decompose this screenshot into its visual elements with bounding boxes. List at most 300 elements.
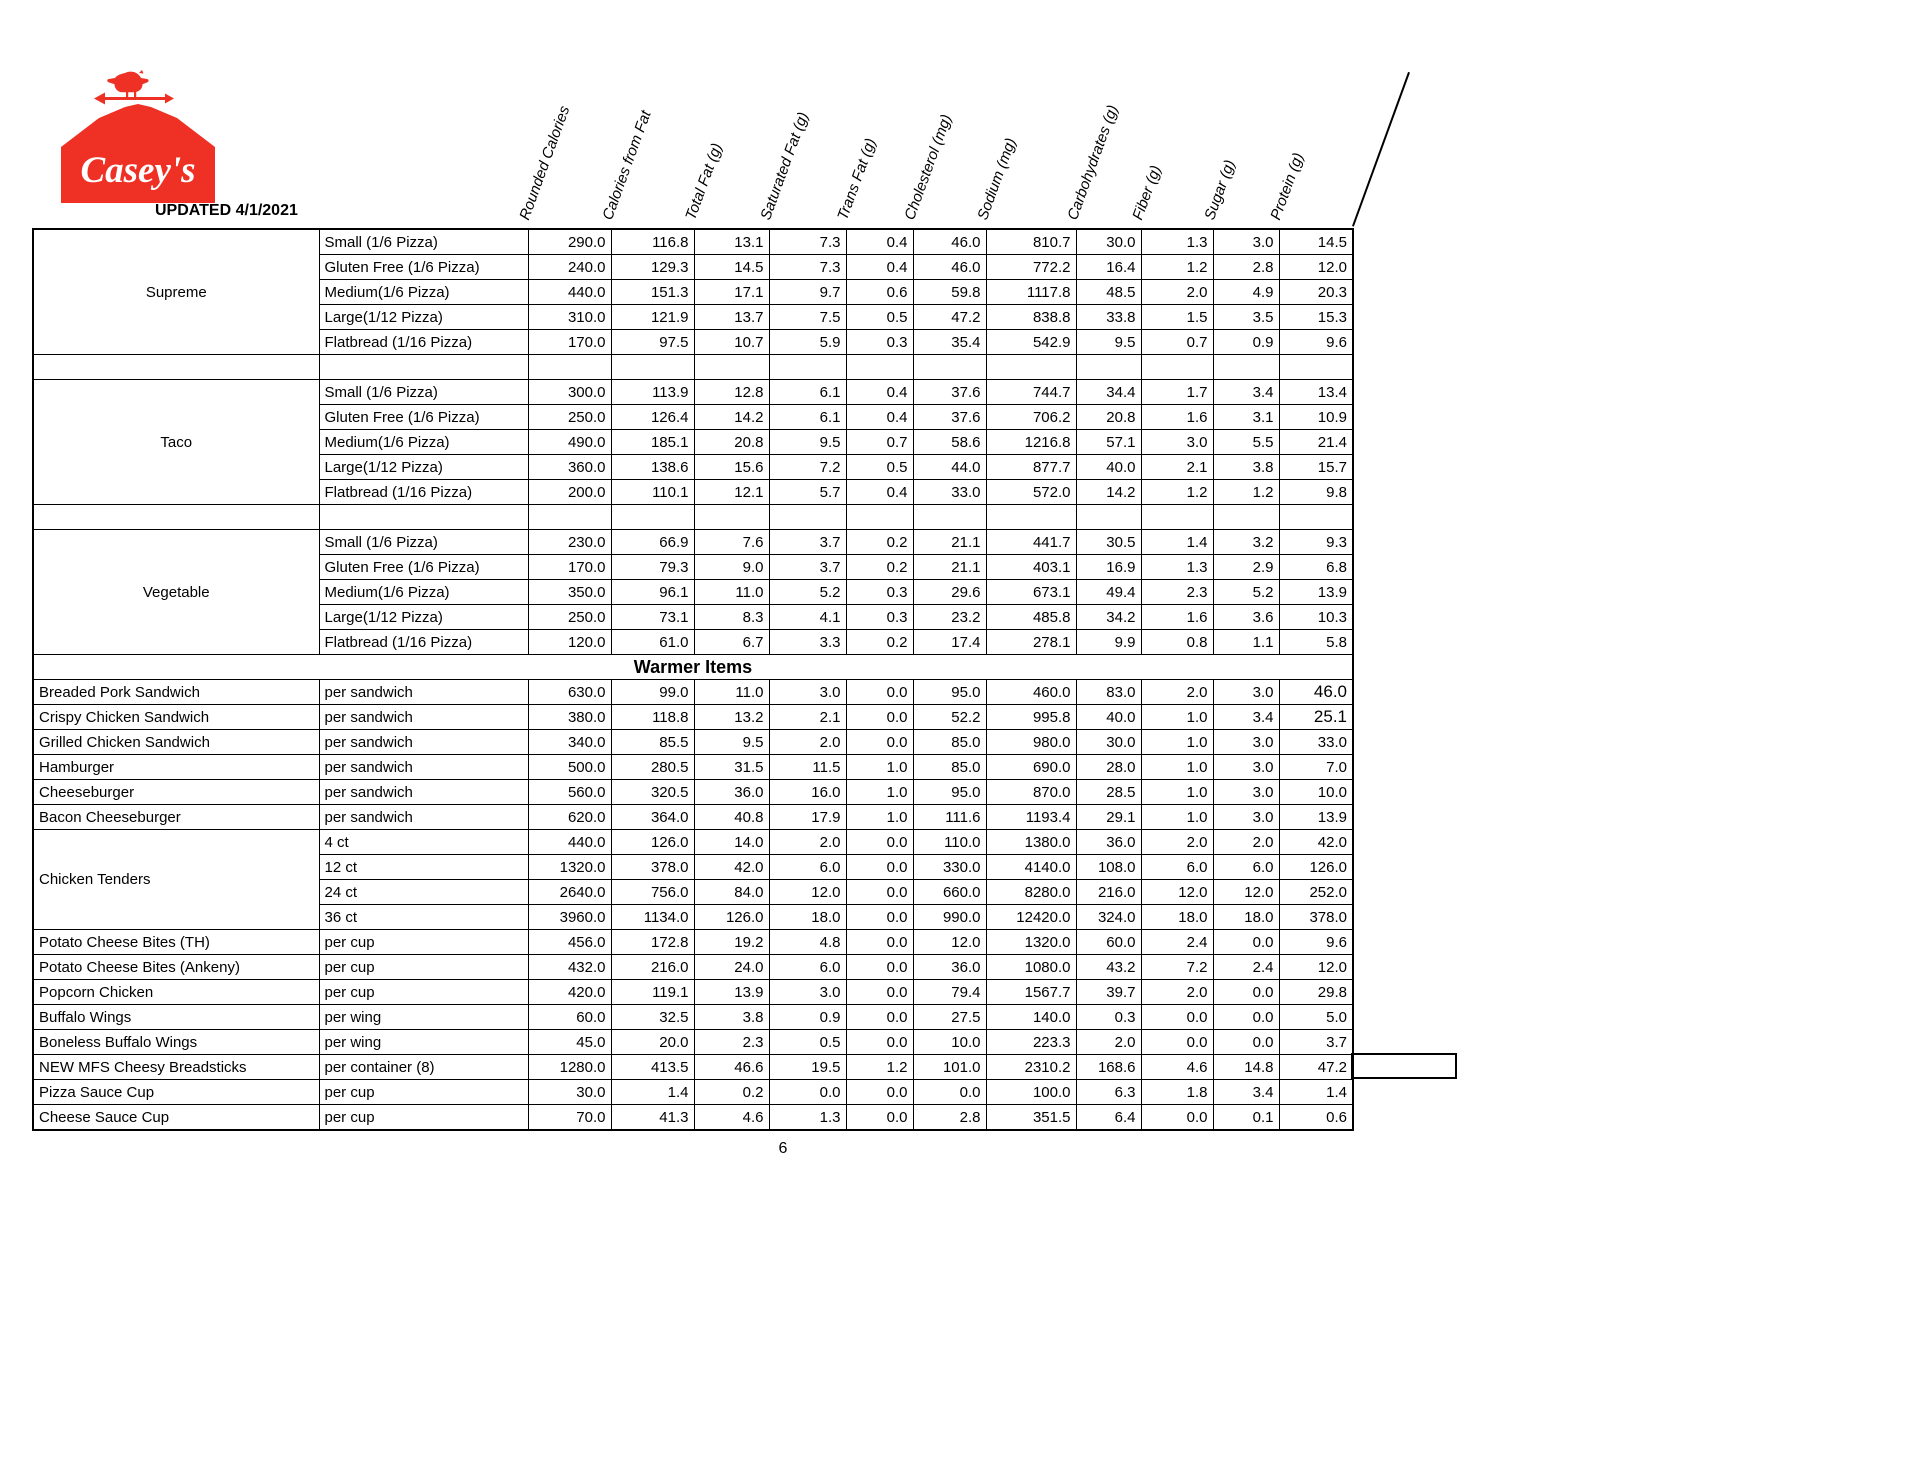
value-cell: 877.7 (986, 455, 1076, 480)
value-cell: 0.0 (1141, 1105, 1213, 1131)
value-cell: 5.7 (769, 480, 846, 505)
value-cell: 485.8 (986, 605, 1076, 630)
value-cell: 3.4 (1213, 1080, 1279, 1105)
value-cell: 690.0 (986, 755, 1076, 780)
value-cell: 15.6 (694, 455, 769, 480)
value-cell: 110.1 (611, 480, 694, 505)
value-cell: 5.9 (769, 330, 846, 355)
empty-cell (611, 355, 694, 380)
value-cell: 360.0 (528, 455, 611, 480)
value-cell: 0.0 (1213, 980, 1279, 1005)
value-cell: 8.3 (694, 605, 769, 630)
value-cell: 61.0 (611, 630, 694, 655)
value-cell: 40.8 (694, 805, 769, 830)
value-cell: 1193.4 (986, 805, 1076, 830)
value-cell: 170.0 (528, 555, 611, 580)
value-cell: 1.6 (1141, 605, 1213, 630)
size-cell: Large(1/12 Pizza) (319, 455, 528, 480)
value-cell: 9.6 (1279, 930, 1353, 955)
value-cell: 420.0 (528, 980, 611, 1005)
value-cell: 12.8 (694, 380, 769, 405)
value-cell: 44.0 (913, 455, 986, 480)
value-cell: 1134.0 (611, 905, 694, 930)
value-cell: 119.1 (611, 980, 694, 1005)
value-cell: 250.0 (528, 405, 611, 430)
value-cell: 660.0 (913, 880, 986, 905)
value-cell: 810.7 (986, 229, 1076, 255)
value-cell: 13.9 (1279, 805, 1353, 830)
value-cell: 440.0 (528, 830, 611, 855)
value-cell: 2.3 (1141, 580, 1213, 605)
value-cell: 0.0 (913, 1080, 986, 1105)
item-name-cell: Potato Cheese Bites (Ankeny) (33, 955, 319, 980)
value-cell: 10.0 (1279, 780, 1353, 805)
empty-cell (33, 505, 319, 530)
value-cell: 28.0 (1076, 755, 1141, 780)
value-cell: 3.0 (1213, 780, 1279, 805)
size-cell: Gluten Free (1/6 Pizza) (319, 555, 528, 580)
value-cell: 3.5 (1213, 305, 1279, 330)
spacer-row (33, 355, 1353, 380)
value-cell: 27.5 (913, 1005, 986, 1030)
value-cell: 129.3 (611, 255, 694, 280)
value-cell: 1.1 (1213, 630, 1279, 655)
value-cell: 52.2 (913, 705, 986, 730)
value-cell: 310.0 (528, 305, 611, 330)
value-cell: 0.2 (694, 1080, 769, 1105)
size-cell: 4 ct (319, 830, 528, 855)
value-cell: 0.3 (1076, 1005, 1141, 1030)
value-cell: 0.7 (846, 430, 913, 455)
value-cell: 0.9 (769, 1005, 846, 1030)
value-cell: 441.7 (986, 530, 1076, 555)
value-cell: 36.0 (913, 955, 986, 980)
value-cell: 1.7 (1141, 380, 1213, 405)
category-cell: Chicken Tenders (33, 830, 319, 930)
value-cell: 330.0 (913, 855, 986, 880)
item-name-cell: Bacon Cheeseburger (33, 805, 319, 830)
value-cell: 0.0 (846, 1105, 913, 1131)
value-cell: 14.5 (1279, 229, 1353, 255)
size-cell: per cup (319, 1105, 528, 1131)
value-cell: 350.0 (528, 580, 611, 605)
category-cell: Taco (33, 380, 319, 505)
value-cell: 3.8 (1213, 455, 1279, 480)
value-cell: 18.0 (1213, 905, 1279, 930)
value-cell: 12.0 (1279, 955, 1353, 980)
value-cell: 6.3 (1076, 1080, 1141, 1105)
value-cell: 2.0 (769, 730, 846, 755)
value-cell: 4.8 (769, 930, 846, 955)
value-cell: 34.4 (1076, 380, 1141, 405)
value-cell: 9.9 (1076, 630, 1141, 655)
section-header-row (33, 655, 1353, 680)
value-cell: 2.4 (1213, 955, 1279, 980)
value-cell: 460.0 (986, 680, 1076, 705)
value-cell: 1380.0 (986, 830, 1076, 855)
value-cell: 0.4 (846, 229, 913, 255)
value-cell: 47.2 (1279, 1055, 1353, 1080)
value-cell: 12.0 (769, 880, 846, 905)
empty-cell (1279, 505, 1353, 530)
value-cell: 15.7 (1279, 455, 1353, 480)
value-cell: 0.0 (1213, 1030, 1279, 1055)
size-cell: 36 ct (319, 905, 528, 930)
value-cell: 13.9 (1279, 580, 1353, 605)
value-cell: 172.8 (611, 930, 694, 955)
empty-cell (846, 355, 913, 380)
value-cell: 140.0 (986, 1005, 1076, 1030)
value-cell: 2.3 (694, 1030, 769, 1055)
value-cell: 2.0 (769, 830, 846, 855)
value-cell: 0.4 (846, 380, 913, 405)
size-cell: per sandwich (319, 705, 528, 730)
page-number: 6 (778, 1140, 788, 1157)
table-row (33, 380, 1353, 405)
value-cell: 432.0 (528, 955, 611, 980)
value-cell: 630.0 (528, 680, 611, 705)
value-cell: 0.6 (846, 280, 913, 305)
value-cell: 170.0 (528, 330, 611, 355)
value-cell: 42.0 (1279, 830, 1353, 855)
size-cell: per sandwich (319, 805, 528, 830)
value-cell: 1.0 (1141, 705, 1213, 730)
column-header-rounded-calories: Rounded Calories (516, 103, 574, 223)
value-cell: 2.0 (1213, 830, 1279, 855)
value-cell: 0.4 (846, 255, 913, 280)
value-cell: 111.6 (913, 805, 986, 830)
value-cell: 116.8 (611, 229, 694, 255)
empty-cell (319, 355, 528, 380)
value-cell: 3.4 (1213, 380, 1279, 405)
value-cell: 0.0 (846, 1030, 913, 1055)
logo-wordmark: Casey's (80, 150, 196, 191)
value-cell: 100.0 (986, 1080, 1076, 1105)
value-cell: 3.0 (1141, 430, 1213, 455)
value-cell: 0.0 (1141, 1030, 1213, 1055)
column-header-total-fat-g: Total Fat (g) (682, 141, 726, 223)
value-cell: 0.5 (846, 305, 913, 330)
value-cell: 113.9 (611, 380, 694, 405)
value-cell: 17.4 (913, 630, 986, 655)
value-cell: 1.8 (1141, 1080, 1213, 1105)
value-cell: 0.7 (1141, 330, 1213, 355)
size-cell: Large(1/12 Pizza) (319, 605, 528, 630)
value-cell: 6.0 (1213, 855, 1279, 880)
value-cell: 990.0 (913, 905, 986, 930)
value-cell: 99.0 (611, 680, 694, 705)
value-cell: 0.5 (846, 455, 913, 480)
size-cell: per sandwich (319, 755, 528, 780)
value-cell: 9.6 (1279, 330, 1353, 355)
value-cell: 10.0 (913, 1030, 986, 1055)
value-cell: 0.0 (846, 730, 913, 755)
value-cell: 11.0 (694, 580, 769, 605)
value-cell: 3.0 (1213, 805, 1279, 830)
item-name-cell: Pizza Sauce Cup (33, 1080, 319, 1105)
item-name-cell: Cheese Sauce Cup (33, 1105, 319, 1131)
value-cell: 413.5 (611, 1055, 694, 1080)
value-cell: 378.0 (1279, 905, 1353, 930)
value-cell: 1.3 (1141, 555, 1213, 580)
value-cell: 49.4 (1076, 580, 1141, 605)
value-cell: 85.0 (913, 755, 986, 780)
empty-cell (846, 505, 913, 530)
table-row (33, 755, 1353, 780)
value-cell: 1.3 (769, 1105, 846, 1131)
item-name-cell: NEW MFS Cheesy Breadsticks (33, 1055, 319, 1080)
value-cell: 324.0 (1076, 905, 1141, 930)
value-cell: 29.6 (913, 580, 986, 605)
empty-cell (694, 355, 769, 380)
table-row (33, 930, 1353, 955)
value-cell: 9.3 (1279, 530, 1353, 555)
value-cell: 5.5 (1213, 430, 1279, 455)
value-cell: 0.0 (846, 980, 913, 1005)
value-cell: 7.2 (1141, 955, 1213, 980)
value-cell: 278.1 (986, 630, 1076, 655)
value-cell: 14.2 (1076, 480, 1141, 505)
value-cell: 1280.0 (528, 1055, 611, 1080)
value-cell: 1320.0 (528, 855, 611, 880)
value-cell: 0.0 (1213, 1005, 1279, 1030)
value-cell: 1320.0 (986, 930, 1076, 955)
value-cell: 46.0 (913, 229, 986, 255)
value-cell: 3.7 (769, 555, 846, 580)
value-cell: 2.8 (1213, 255, 1279, 280)
value-cell: 0.2 (846, 630, 913, 655)
value-cell: 995.8 (986, 705, 1076, 730)
item-name-cell: Grilled Chicken Sandwich (33, 730, 319, 755)
value-cell: 12.0 (913, 930, 986, 955)
column-header-saturated-fat-g: Saturated Fat (g) (757, 109, 813, 223)
value-cell: 138.6 (611, 455, 694, 480)
value-cell: 9.5 (1076, 330, 1141, 355)
category-cell: Vegetable (33, 530, 319, 655)
value-cell: 706.2 (986, 405, 1076, 430)
size-cell: per cup (319, 955, 528, 980)
value-cell: 13.4 (1279, 380, 1353, 405)
size-cell: Small (1/6 Pizza) (319, 380, 528, 405)
value-cell: 1.4 (611, 1080, 694, 1105)
value-cell: 79.4 (913, 980, 986, 1005)
value-cell: 28.5 (1076, 780, 1141, 805)
column-header-carbohydrates-g: Carbohydrates (g) (1064, 102, 1122, 223)
table-row (33, 530, 1353, 555)
table-row (33, 1105, 1353, 1131)
value-cell: 673.1 (986, 580, 1076, 605)
value-cell: 0.0 (846, 830, 913, 855)
value-cell: 34.2 (1076, 605, 1141, 630)
value-cell: 10.9 (1279, 405, 1353, 430)
value-cell: 30.0 (1076, 730, 1141, 755)
value-cell: 378.0 (611, 855, 694, 880)
value-cell: 96.1 (611, 580, 694, 605)
table-body (33, 229, 1353, 1130)
value-cell: 620.0 (528, 805, 611, 830)
value-cell: 85.5 (611, 730, 694, 755)
size-cell: Gluten Free (1/6 Pizza) (319, 255, 528, 280)
value-cell: 4.6 (694, 1105, 769, 1131)
value-cell: 0.0 (846, 680, 913, 705)
value-cell: 1216.8 (986, 430, 1076, 455)
column-header-sodium-mg: Sodium (mg) (974, 135, 1020, 223)
value-cell: 2.1 (1141, 455, 1213, 480)
empty-cell (528, 505, 611, 530)
value-cell: 6.4 (1076, 1105, 1141, 1131)
value-cell: 7.6 (694, 530, 769, 555)
value-cell: 3.0 (1213, 730, 1279, 755)
column-header-protein-g: Protein (g) (1267, 150, 1308, 223)
empty-cell (33, 355, 319, 380)
size-cell: Gluten Free (1/6 Pizza) (319, 405, 528, 430)
rooster-weathervane-icon (94, 70, 174, 105)
value-cell: 59.8 (913, 280, 986, 305)
value-cell: 200.0 (528, 480, 611, 505)
value-cell: 0.0 (846, 905, 913, 930)
value-cell: 3.2 (1213, 530, 1279, 555)
nutrition-table (32, 228, 1354, 1131)
value-cell: 870.0 (986, 780, 1076, 805)
value-cell: 2.9 (1213, 555, 1279, 580)
value-cell: 280.5 (611, 755, 694, 780)
value-cell: 85.0 (913, 730, 986, 755)
value-cell: 380.0 (528, 705, 611, 730)
size-cell: 24 ct (319, 880, 528, 905)
value-cell: 1.2 (1213, 480, 1279, 505)
value-cell: 403.1 (986, 555, 1076, 580)
value-cell: 25.1 (1279, 705, 1353, 730)
value-cell: 36.0 (694, 780, 769, 805)
value-cell: 0.4 (846, 405, 913, 430)
value-cell: 772.2 (986, 255, 1076, 280)
value-cell: 1.0 (1141, 730, 1213, 755)
size-cell: per wing (319, 1005, 528, 1030)
value-cell: 5.2 (1213, 580, 1279, 605)
empty-cell (1279, 355, 1353, 380)
size-cell: per sandwich (319, 780, 528, 805)
size-cell: per sandwich (319, 730, 528, 755)
value-cell: 216.0 (1076, 880, 1141, 905)
value-cell: 3.0 (1213, 755, 1279, 780)
value-cell: 1.3 (1141, 229, 1213, 255)
value-cell: 456.0 (528, 930, 611, 955)
value-cell: 0.4 (846, 480, 913, 505)
value-cell: 2640.0 (528, 880, 611, 905)
value-cell: 2.0 (1141, 280, 1213, 305)
value-cell: 1.5 (1141, 305, 1213, 330)
value-cell: 30.0 (528, 1080, 611, 1105)
value-cell: 0.0 (846, 955, 913, 980)
value-cell: 1.6 (1141, 405, 1213, 430)
value-cell: 3.3 (769, 630, 846, 655)
value-cell: 1.0 (1141, 805, 1213, 830)
value-cell: 320.5 (611, 780, 694, 805)
table-row (33, 1055, 1353, 1080)
value-cell: 16.9 (1076, 555, 1141, 580)
value-cell: 6.7 (694, 630, 769, 655)
value-cell: 9.5 (769, 430, 846, 455)
value-cell: 1.0 (1141, 780, 1213, 805)
empty-cell (319, 505, 528, 530)
value-cell: 340.0 (528, 730, 611, 755)
value-cell: 33.0 (913, 480, 986, 505)
value-cell: 121.9 (611, 305, 694, 330)
column-header-calories-from-fat: Calories from Fat (599, 108, 655, 223)
value-cell: 4.9 (1213, 280, 1279, 305)
value-cell: 0.0 (769, 1080, 846, 1105)
value-cell: 168.6 (1076, 1055, 1141, 1080)
value-cell: 29.1 (1076, 805, 1141, 830)
value-cell: 7.3 (769, 229, 846, 255)
value-cell: 30.0 (1076, 229, 1141, 255)
value-cell: 13.1 (694, 229, 769, 255)
value-cell: 13.9 (694, 980, 769, 1005)
value-cell: 4.1 (769, 605, 846, 630)
value-cell: 0.9 (1213, 330, 1279, 355)
value-cell: 20.0 (611, 1030, 694, 1055)
empty-cell (913, 355, 986, 380)
item-name-cell: Popcorn Chicken (33, 980, 319, 1005)
value-cell: 97.5 (611, 330, 694, 355)
value-cell: 47.2 (913, 305, 986, 330)
value-cell: 126.0 (1279, 855, 1353, 880)
category-cell: Supreme (33, 229, 319, 355)
value-cell: 2.0 (1076, 1030, 1141, 1055)
value-cell: 20.3 (1279, 280, 1353, 305)
value-cell: 23.2 (913, 605, 986, 630)
value-cell: 6.0 (769, 855, 846, 880)
value-cell: 0.8 (1141, 630, 1213, 655)
value-cell: 30.5 (1076, 530, 1141, 555)
value-cell: 32.5 (611, 1005, 694, 1030)
table-row (33, 1030, 1353, 1055)
value-cell: 3.1 (1213, 405, 1279, 430)
value-cell: 1.4 (1279, 1080, 1353, 1105)
value-cell: 41.3 (611, 1105, 694, 1131)
value-cell: 35.4 (913, 330, 986, 355)
value-cell: 7.2 (769, 455, 846, 480)
value-cell: 48.5 (1076, 280, 1141, 305)
value-cell: 1.0 (1141, 755, 1213, 780)
value-cell: 45.0 (528, 1030, 611, 1055)
value-cell: 83.0 (1076, 680, 1141, 705)
item-name-cell: Crispy Chicken Sandwich (33, 705, 319, 730)
value-cell: 0.0 (846, 1005, 913, 1030)
table-row (33, 955, 1353, 980)
value-cell: 7.5 (769, 305, 846, 330)
empty-cell (986, 355, 1076, 380)
value-cell: 560.0 (528, 780, 611, 805)
column-header-fiber-g: Fiber (g) (1129, 163, 1165, 223)
value-cell: 39.7 (1076, 980, 1141, 1005)
value-cell: 185.1 (611, 430, 694, 455)
value-cell: 0.0 (1141, 1005, 1213, 1030)
table-row (33, 1080, 1353, 1105)
value-cell: 3.6 (1213, 605, 1279, 630)
value-cell: 37.6 (913, 380, 986, 405)
value-cell: 6.8 (1279, 555, 1353, 580)
value-cell: 1080.0 (986, 955, 1076, 980)
value-cell: 20.8 (1076, 405, 1141, 430)
value-cell: 290.0 (528, 229, 611, 255)
value-cell: 0.0 (846, 1080, 913, 1105)
size-cell: Medium(1/6 Pizza) (319, 280, 528, 305)
value-cell: 4.6 (1141, 1055, 1213, 1080)
value-cell: 14.8 (1213, 1055, 1279, 1080)
table-row (33, 229, 1353, 255)
value-cell: 2.8 (913, 1105, 986, 1131)
